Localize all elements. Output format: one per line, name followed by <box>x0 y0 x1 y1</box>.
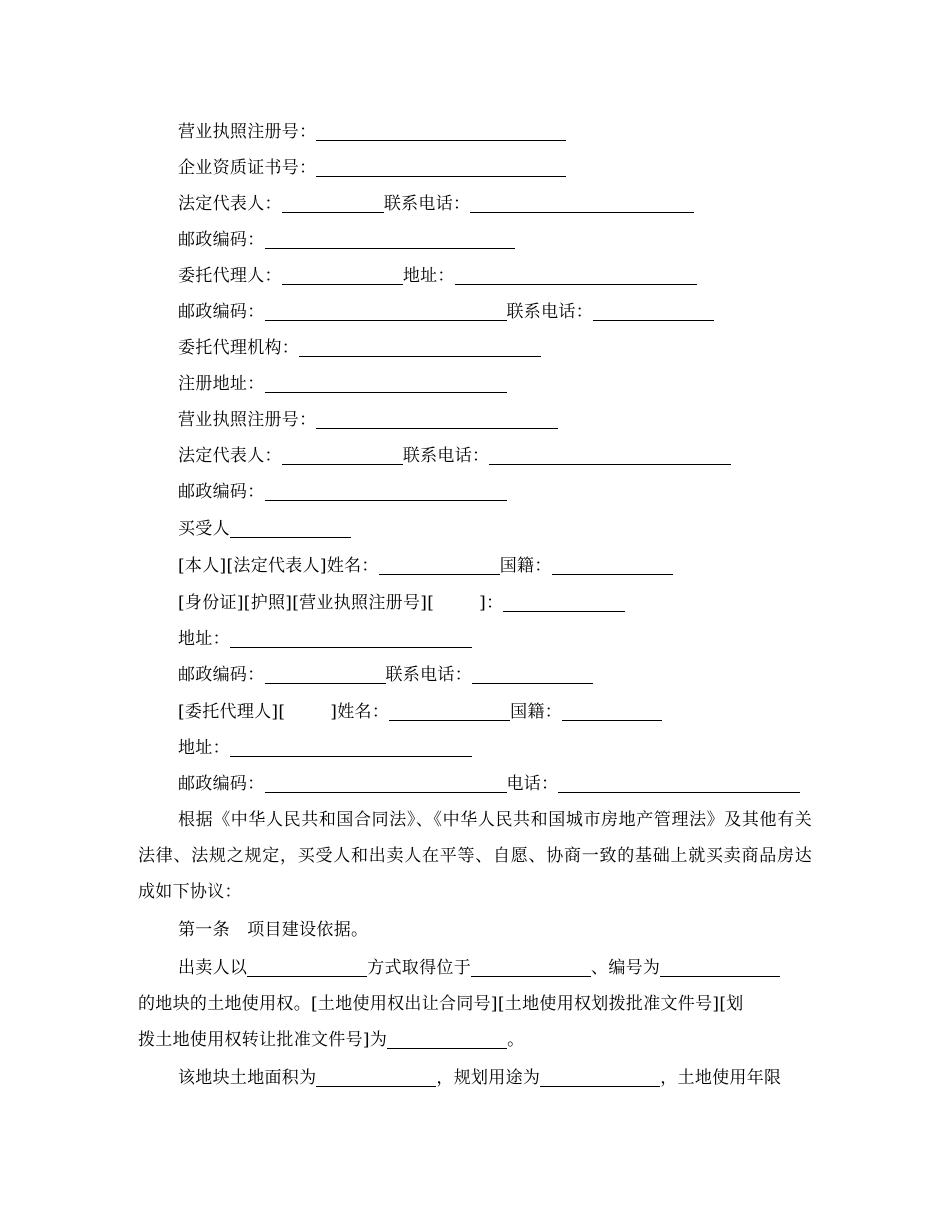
postcode-label: 邮政编码： <box>178 302 265 322</box>
article-1-text-d: 拨土地使用权转让批准文件号]为 <box>138 1030 388 1050</box>
legal-rep-row <box>178 186 694 222</box>
agent-prefix-label: [委托代理人][ <box>178 702 286 722</box>
parcel-number-blank[interactable] <box>660 954 780 977</box>
agent-name-blank[interactable] <box>389 698 510 721</box>
agency-label: 委托代理机构： <box>178 338 300 358</box>
qualification-cert-row <box>178 150 566 186</box>
license-number-label: 营业执照注册号： <box>178 410 317 430</box>
postcode-row-3 <box>178 474 507 510</box>
address-blank[interactable] <box>230 734 472 757</box>
nationality-blank[interactable] <box>562 698 662 721</box>
buyer-name-blank[interactable] <box>379 552 500 575</box>
postcode-blank[interactable] <box>265 770 507 793</box>
phone-blank[interactable] <box>558 770 800 793</box>
address-label: 地址： <box>402 266 455 286</box>
article-1-text-b: 方式取得位于 <box>367 958 472 978</box>
article-1-text-h: ，土地使用年限 <box>660 1068 782 1088</box>
agent-name-label: ]姓名： <box>330 702 390 722</box>
reg-address-row <box>178 366 507 402</box>
postcode-label: 邮政编码： <box>178 665 265 685</box>
license-number-row <box>178 114 566 150</box>
license-number-row-2 <box>178 402 558 438</box>
acquire-method-blank[interactable] <box>247 954 367 977</box>
article-1-text-a: 出卖人以 <box>178 958 248 978</box>
reg-address-label: 注册地址： <box>178 374 265 394</box>
id-number-blank[interactable] <box>503 589 625 612</box>
postcode-label: 邮政编码： <box>178 230 265 250</box>
buyer-blank[interactable] <box>230 515 351 538</box>
preamble-paragraph: 根据《中华人民共和国合同法》、《中华人民共和国城市房地产管理法》及其他有关法律、法规之规定，买受人和出卖人在平等、自愿、协商一致的基础上就买卖商品房达成如下协议： <box>138 810 812 902</box>
article-1-text-c: 、编号为 <box>591 958 661 978</box>
id-row <box>178 585 625 621</box>
postcode-label: 邮政编码： <box>178 774 265 794</box>
buyer-postcode-row <box>178 657 593 693</box>
qualification-cert-label: 企业资质证书号： <box>178 158 317 178</box>
reg-address-blank[interactable] <box>265 370 507 393</box>
postcode-phone-row <box>178 294 714 330</box>
postcode-blank[interactable] <box>265 298 507 321</box>
id-close-label: ]： <box>479 593 504 613</box>
approval-doc-blank[interactable] <box>387 1026 507 1049</box>
legal-rep-blank[interactable] <box>282 190 384 213</box>
phone-blank[interactable] <box>472 661 593 684</box>
postcode-label: 邮政编码： <box>178 482 265 502</box>
buyer-address-row <box>178 621 472 657</box>
address-blank[interactable] <box>455 262 697 285</box>
location-blank[interactable] <box>471 954 591 977</box>
legal-rep-blank[interactable] <box>282 442 403 465</box>
phone-label: 联系电话： <box>402 446 490 466</box>
article-1-line-3 <box>138 1022 524 1058</box>
license-number-blank[interactable] <box>316 406 558 429</box>
phone-blank[interactable] <box>470 190 694 213</box>
license-number-label: 营业执照注册号： <box>178 122 317 142</box>
license-number-blank[interactable] <box>316 118 566 141</box>
buyer-agent-row <box>178 694 662 730</box>
address-label: 地址： <box>178 629 230 649</box>
article-1-line-4 <box>178 1060 781 1096</box>
article-1-title: 第一条 项目建设依据。 <box>178 920 369 940</box>
agency-blank[interactable] <box>299 334 541 357</box>
agent-label: 委托代理人： <box>178 266 282 286</box>
article-1-text-e: 。 <box>507 1030 525 1050</box>
address-label: 地址： <box>178 738 230 758</box>
legal-rep-row-2 <box>178 438 731 474</box>
article-1-line-1 <box>178 950 780 986</box>
postcode-blank[interactable] <box>265 226 515 249</box>
article-1-line-2: 的地块的土地使用权。[土地使用权出让合同号][土地使用权划拨批准文件号][划 <box>138 994 744 1014</box>
phone-label: 电话： <box>506 774 559 794</box>
agent-blank[interactable] <box>282 262 403 285</box>
qualification-cert-blank[interactable] <box>316 154 566 177</box>
planned-use-blank[interactable] <box>540 1064 660 1087</box>
buyer-label: 买受人 <box>178 519 230 539</box>
postcode-blank[interactable] <box>265 478 507 501</box>
id-type-label: [身份证][护照][营业执照注册号][ <box>178 593 435 613</box>
nationality-label: 国籍： <box>510 702 563 722</box>
phone-label: 联系电话： <box>385 665 472 685</box>
land-area-blank[interactable] <box>316 1064 436 1087</box>
address-blank[interactable] <box>230 625 472 648</box>
buyer-row <box>178 511 351 547</box>
phone-label: 联系电话： <box>383 194 471 214</box>
phone-blank[interactable] <box>593 298 714 321</box>
nationality-blank[interactable] <box>552 552 673 575</box>
article-1-text-g: ，规划用途为 <box>436 1068 541 1088</box>
legal-rep-label: 法定代表人： <box>178 194 282 214</box>
nationality-label: 国籍： <box>499 556 552 576</box>
postcode-row <box>178 222 515 258</box>
agent-row <box>178 258 697 294</box>
agency-row <box>178 330 541 366</box>
buyer-name-label: [本人][法定代表人]姓名： <box>178 556 379 576</box>
phone-label: 联系电话： <box>506 302 593 322</box>
buyer-address-row-2 <box>178 730 472 766</box>
article-1-text-f: 该地块土地面积为 <box>178 1068 317 1088</box>
buyer-name-row <box>178 548 673 584</box>
legal-rep-label: 法定代表人： <box>178 446 282 466</box>
postcode-blank[interactable] <box>265 661 386 684</box>
phone-blank[interactable] <box>489 442 731 465</box>
buyer-postcode-row-2 <box>178 766 800 802</box>
